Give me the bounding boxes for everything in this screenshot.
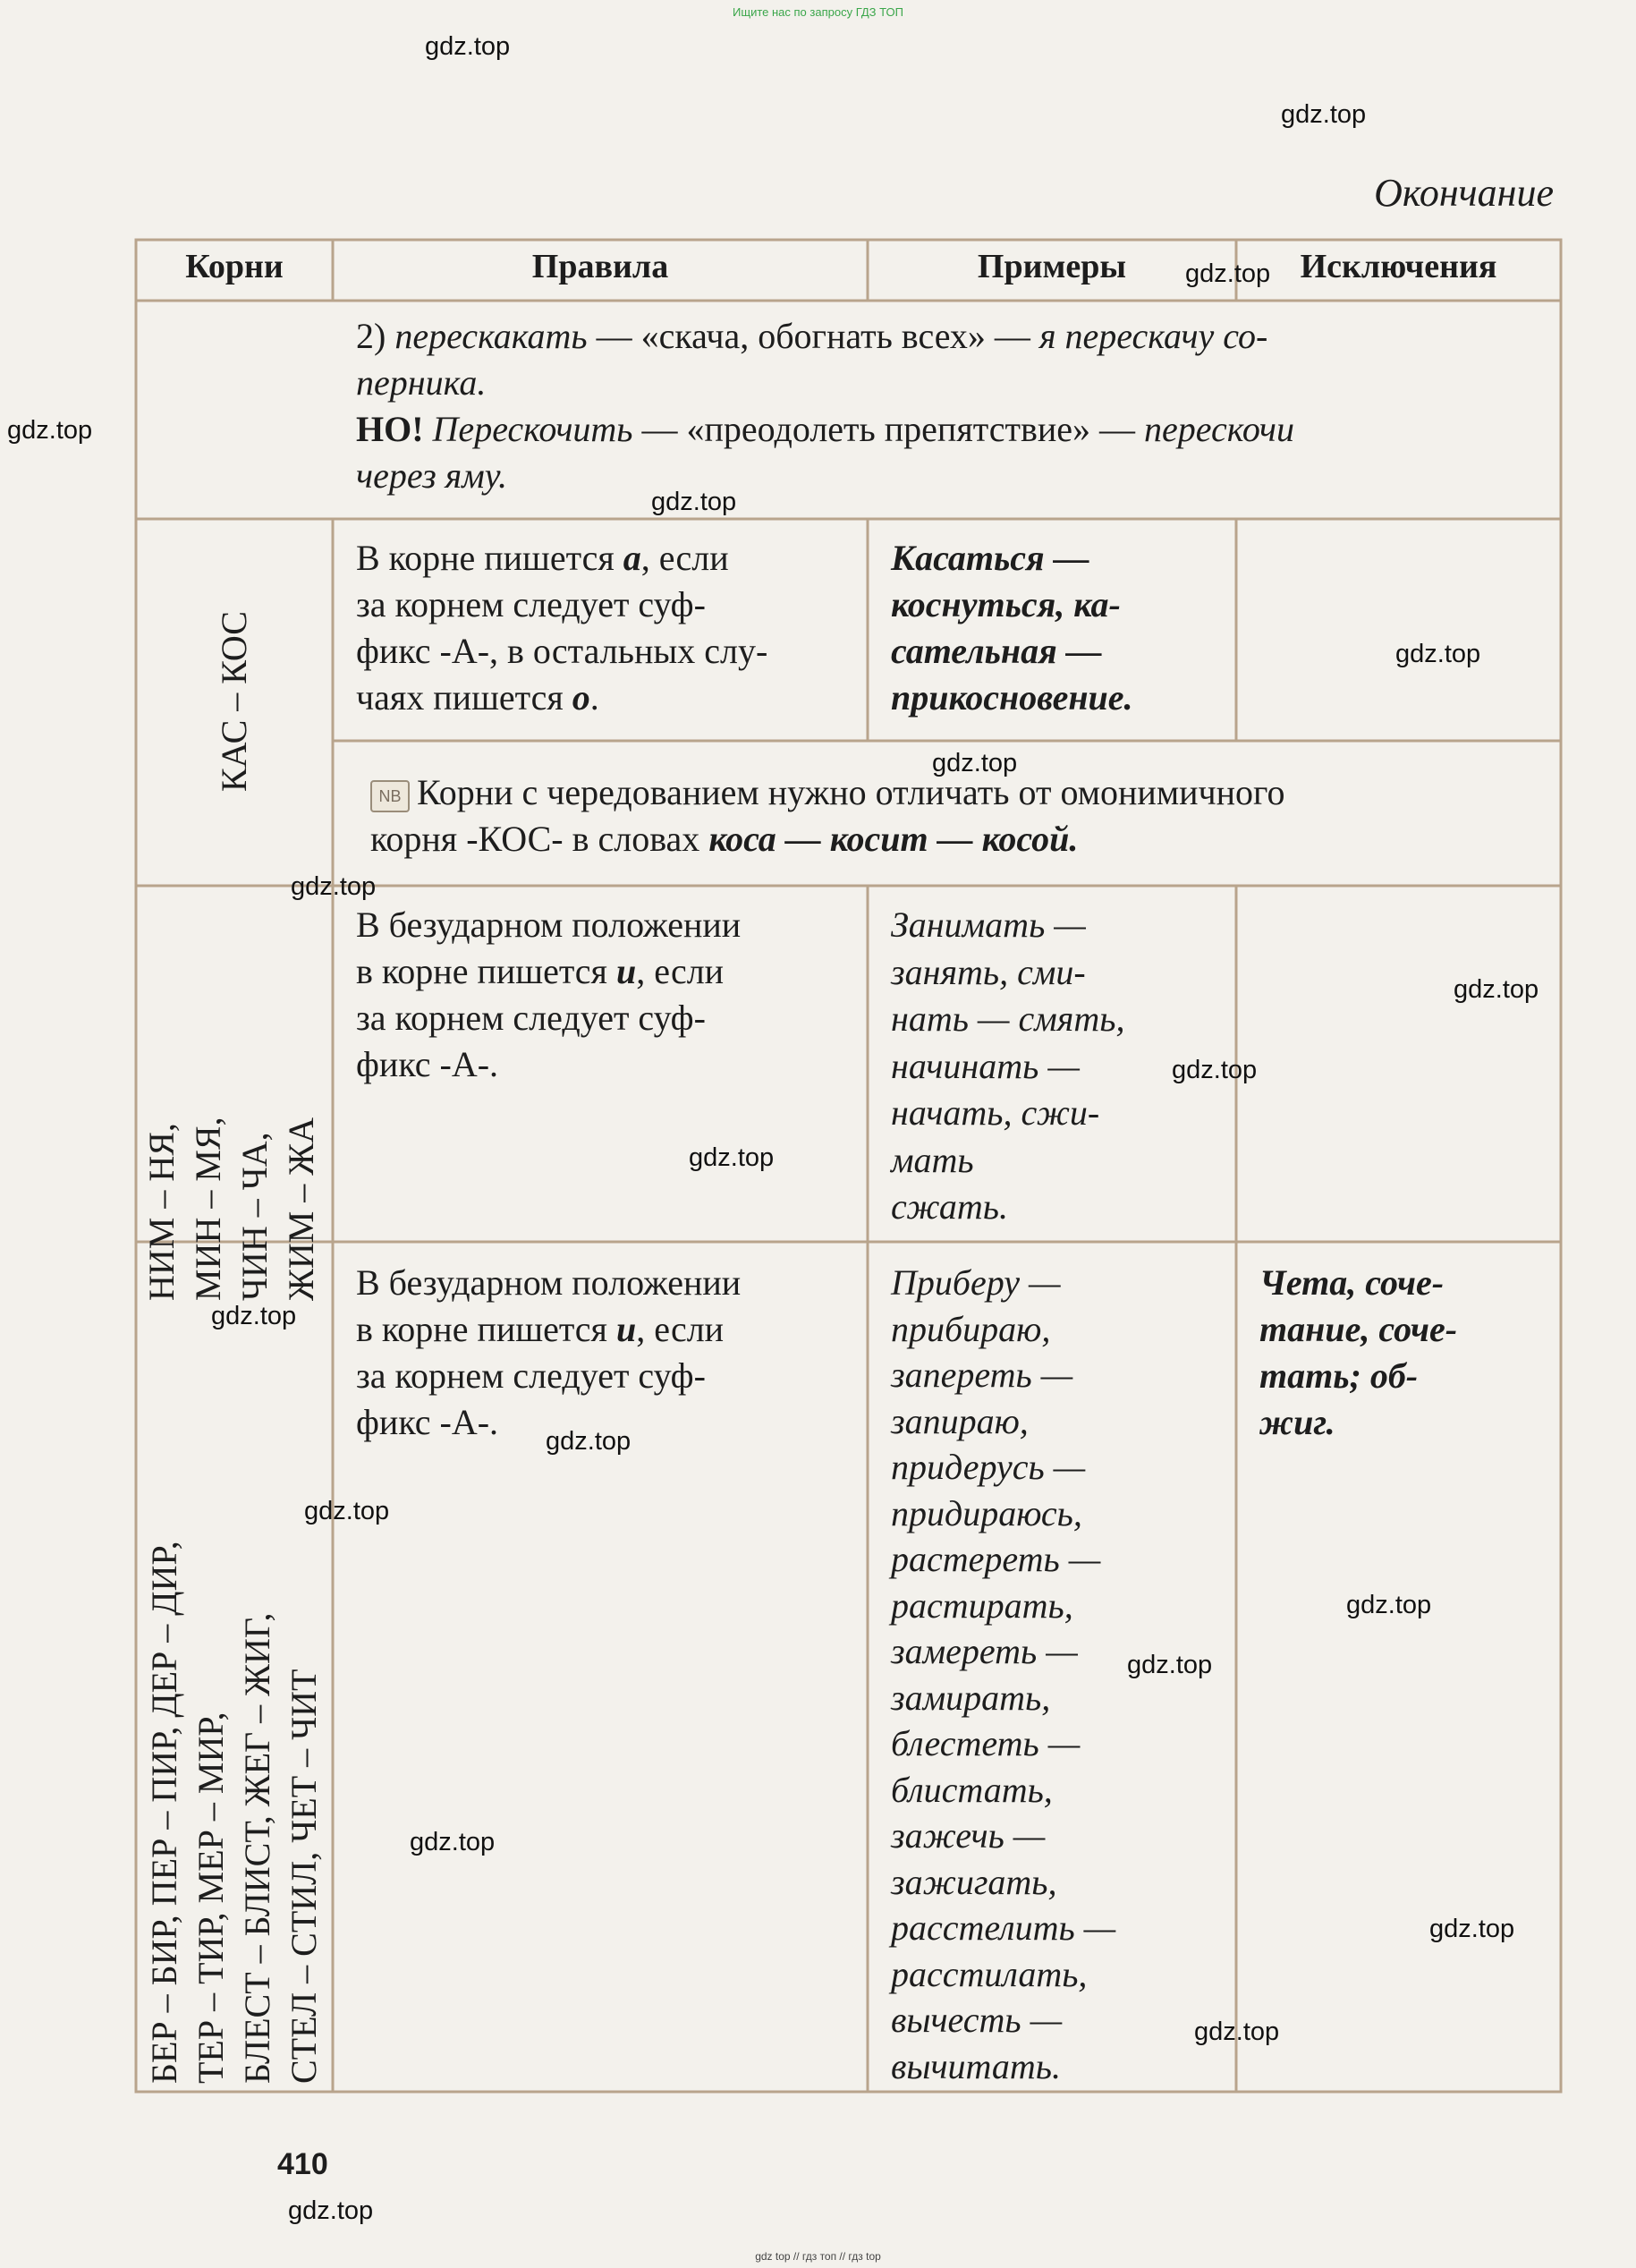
watermark: gdz.top: [1127, 1651, 1213, 1679]
watermark: gdz.top: [410, 1828, 496, 1856]
watermark: gdz.top: [7, 416, 93, 445]
watermark: gdz.top: [211, 1302, 297, 1330]
watermark: gdz.top: [1185, 259, 1271, 288]
header-roots: Корни: [185, 248, 284, 285]
bottom-banner[interactable]: gdz top // гдз топ // гдз top: [755, 2250, 881, 2263]
watermark: gdz.top: [1281, 100, 1367, 129]
row4-exceptions: Чета, соче- тание, соче- тать; об- жиг.: [1259, 1262, 1458, 1442]
header-exceptions: Исключения: [1300, 248, 1497, 285]
row3-examples: Занимать — занять, сми- нать — смять, начинать — начать, сжи- мать сжать.: [891, 905, 1125, 1227]
row2-roots: КАС – КОС: [214, 611, 254, 792]
watermark: gdz.top: [546, 1427, 632, 1456]
watermark: gdz.top: [1172, 1056, 1258, 1084]
header-rules: Правила: [531, 248, 669, 285]
row1-rule-text: 2) перескакать — «скача, обогнать всех» — я перескачу со- перника. НО! Перескочить — «преодолеть препятствие» — перескочи через яму.: [356, 316, 1294, 496]
row4-rule: В безударном положении в корне пишется и, если за корнем следует суф- фикс -А-.: [356, 1262, 742, 1442]
watermark: gdz.top: [1429, 1915, 1515, 1943]
watermark: gdz.top: [288, 2196, 374, 2225]
watermark: gdz.top: [1395, 640, 1481, 668]
watermark: gdz.top: [1194, 2017, 1280, 2046]
row4-examples: Приберу — прибираю, запереть — запираю, придерусь — придираюсь, растереть — растирать, замереть — замирать, блестеть — блистать, зажечь — зажигать, расстелить — расстилать, вычесть — вычитать.: [891, 1262, 1116, 2086]
watermark: gdz.top: [425, 32, 511, 61]
nota-bene-icon: NB: [370, 780, 410, 812]
row3-rule: В безударном положении в корне пишется и, если за корнем следует суф- фикс -А-.: [356, 905, 742, 1084]
top-banner[interactable]: Ищите нас по запросу ГДЗ ТОП: [733, 5, 903, 19]
row4-roots: БЕР – БИР, ПЕР – ПИР, ДЕР – ДИР, ТЕР – ТИР, МЕР – МИР, БЛЕСТ – БЛИСТ, ЖЕГ – ЖИГ, СТЕЛ – СТИЛ, ЧЕТ – ЧИТ: [144, 1541, 324, 2084]
watermark: gdz.top: [1346, 1591, 1432, 1619]
continuation-label: Окончание: [1374, 171, 1554, 215]
watermark: gdz.top: [689, 1143, 775, 1172]
watermark: gdz.top: [1454, 975, 1539, 1004]
row3-roots: НИМ – НЯ, МИН – МЯ, ЧИН – ЧА, ЖИМ – ЖА: [141, 1117, 321, 1301]
watermark: gdz.top: [651, 488, 737, 516]
header-examples: Примеры: [977, 248, 1127, 285]
row2-note: NB Корни с чередованием нужно отличать от омонимичного корня -КОС- в словах коса — косит — косой.: [370, 772, 1285, 859]
row2-examples: Касаться — коснуться, ка- сательная — прикосновение.: [891, 538, 1133, 718]
watermark: gdz.top: [291, 872, 377, 901]
row2-rule: В корне пишется а, если за корнем следует суф- фикс -А-, в остальных слу- чаях пишется о.: [356, 538, 768, 718]
watermark: gdz.top: [304, 1497, 390, 1525]
page-number: 410: [277, 2147, 328, 2181]
watermark: gdz.top: [932, 749, 1018, 777]
